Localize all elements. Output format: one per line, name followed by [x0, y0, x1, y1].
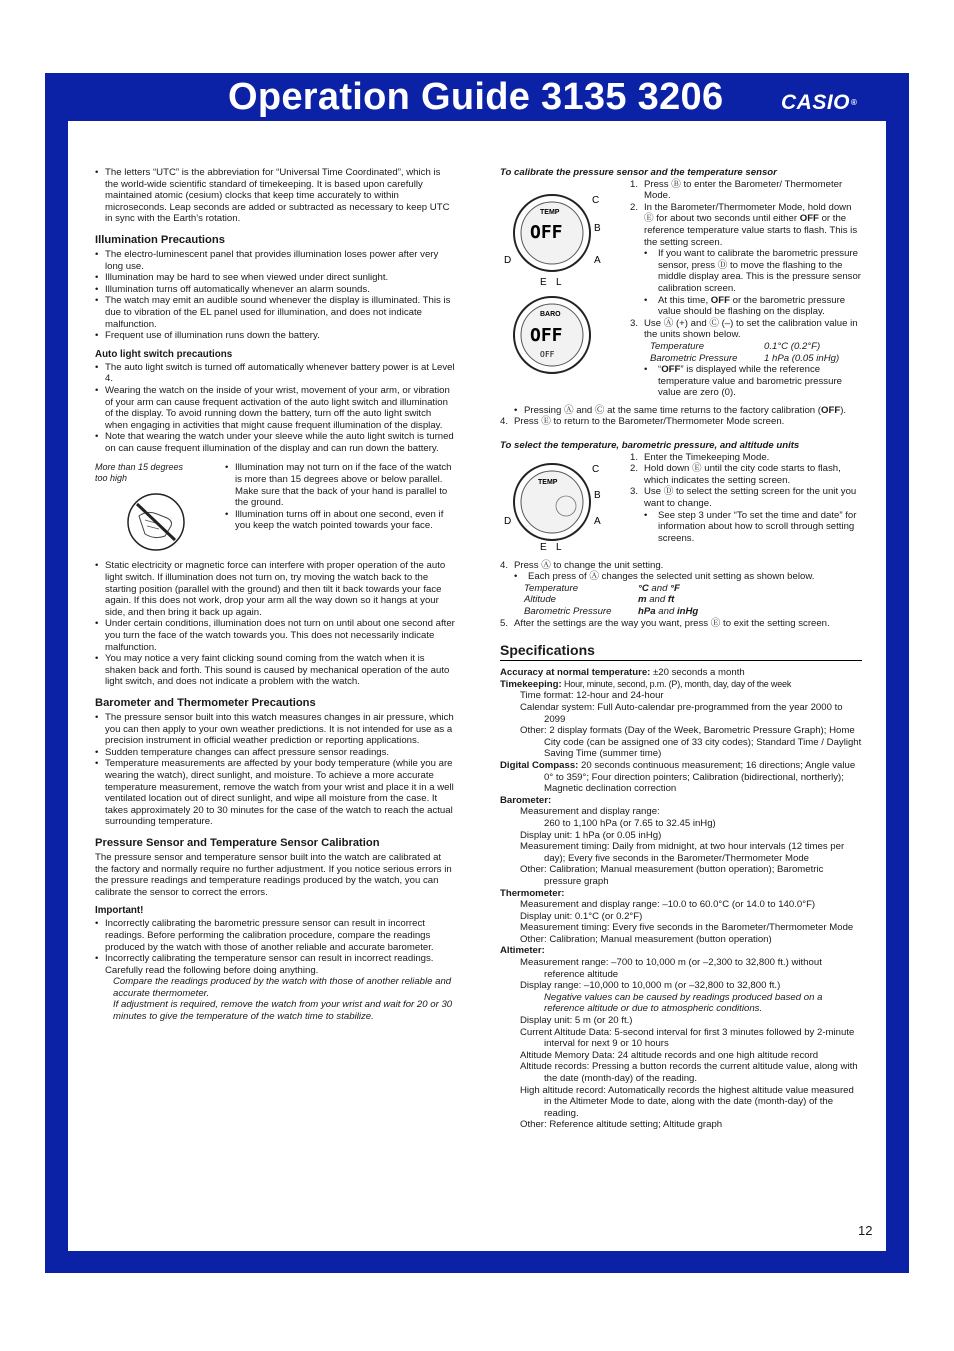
and-text: and: [646, 594, 668, 606]
step-text: Use Ⓓ to select the setting screen for the unit you want to change.: [644, 486, 857, 510]
spec-line: Altitude records: Pressing a button records the current altitude value, along with the date (month-day) of the reading.: [520, 1061, 858, 1084]
step-4: 4. Press Ⓐ to change the unit setting. • Each press of Ⓐ changes the selected unit setting as shown below. Temperature °C and °F Altitude m and ft Barometric Pressure hPa and inHg: [500, 560, 862, 618]
spec-line: Display unit: 1 hPa (or 0.05 inHg): [520, 829, 662, 841]
spec-compass: [500, 760, 862, 795]
list-item: • The watch may emit an audible sound whenever the display is illuminated. This is due to vibration of the EL panel used for illumination, and does not indicate malfunction.: [95, 295, 455, 330]
spec-line: Other: Calibration; Manual measurement (button operation): [520, 933, 772, 945]
unit-option: °C: [638, 582, 649, 594]
list-item: • See step 3 under “To set the time and date” for information about how to scroll through setting screens.: [644, 510, 862, 545]
step-4: 4. Press Ⓔ to return to the Barometer/Thermometer Mode screen.: [500, 416, 785, 428]
units-block: [500, 452, 862, 556]
list-item: [644, 295, 862, 318]
watch-temp-off-icon: [500, 183, 610, 291]
spec-timekeeping: [500, 679, 862, 691]
button-b-label: B: [594, 489, 601, 501]
spec-line: Display unit: 5 m (or 20 ft.): [520, 1015, 633, 1027]
calibration-heading: Pressure Sensor and Temperature Sensor Calibration: [95, 836, 380, 849]
page-title: Operation Guide 3135 3206: [228, 76, 724, 118]
button-d-label: D: [504, 515, 512, 527]
spec-thermometer: [500, 888, 862, 900]
watch-figures: [500, 179, 628, 399]
list-item: • Illumination may be hard to see when viewed under direct sunlight.: [95, 272, 455, 284]
unit-option: m: [638, 594, 647, 606]
list-item: • Under certain conditions, illumination does not turn on until about one second after you turn the face of the watch towards you. This does not necessarily indicate malfunction.: [95, 618, 455, 653]
unit-row: [524, 583, 862, 595]
spec-line: Current Altitude Data: 5-second interval for first 3 minutes followed by 2-minute interval for next 9 or 10 hours: [520, 1026, 855, 1050]
calibrate-block: [500, 179, 862, 399]
spec-label: Altimeter:: [500, 945, 545, 957]
pressing-list: [514, 405, 862, 417]
list-item: • Incorrectly calibrating the barometric pressure sensor can result in incorrect readings. Before performing the calibration procedure, compare the readings produced by the watch with those of another reliable and accurate barometer.: [95, 918, 455, 953]
spec-line: Measurement timing: Every five seconds in the Barometer/Thermometer Mode: [520, 922, 854, 934]
spec-line: Measurement timing: Daily from midnight, at two hour intervals (12 times per day); Every five seconds in the Barometer/Thermometer Mode: [520, 841, 845, 864]
casio-logo: [781, 92, 857, 114]
spec-line: Measurement range: –700 to 10,000 m (or –2,300 to 32,800 ft.) without reference altitude: [520, 957, 822, 980]
text: Pressing Ⓐ and Ⓒ at the same time returns to the factory calibration (: [524, 404, 822, 416]
list-item: [514, 405, 862, 417]
important-note-1: Compare the readings produced by the watch with those of another reliable and accurate thermometer.: [113, 976, 452, 999]
step-3-bullets: [644, 364, 862, 399]
step-2: 2. Hold down Ⓔ until the city code starts to flash, which indicates the setting screen.: [630, 463, 841, 486]
specifications-heading: Specifications: [500, 641, 862, 661]
page-number: 12: [858, 1223, 873, 1238]
list-item: • The auto light switch is turned off automatically whenever battery power is at Level 4.: [95, 362, 455, 385]
off-label: OFF: [530, 324, 563, 346]
unit-option: ft: [667, 594, 675, 606]
step-3: 3. Use Ⓓ to select the setting screen for the unit you want to change. • See step 3 under “To set the time and date” for information about how to scroll through setting screens.: [630, 486, 862, 544]
figure-caption: More than 15 degrees too high: [95, 462, 184, 484]
unit-key: Barometric Pressure: [524, 606, 612, 618]
units-heading: To select the temperature, barometric pressure, and altitude units: [500, 440, 800, 452]
illumination-list: [95, 249, 455, 342]
text: ” is displayed while the reference temperature value and barometric pressure value are zero (0).: [658, 364, 842, 399]
and-text: and: [648, 582, 671, 594]
list-item: • Frequent use of illumination runs down the battery.: [95, 330, 455, 342]
step-3-bullets: [644, 510, 862, 545]
calibrate-heading: To calibrate the pressure sensor and the temperature sensor: [500, 167, 777, 178]
step-1: 1. Press Ⓑ to enter the Barometer/ Thermometer Mode.: [630, 178, 843, 202]
button-a-label: A: [594, 254, 601, 266]
step-2: 2. In the Barometer/Thermometer Mode, hold down Ⓔ for about two seconds until either OFF or the reference temperature value starts to flash. This is the setting screen. • If you want to calibrate the barometric pressure sensor, press Ⓓ to move the flashing to the middle display area. This is the pressure sensor calibration screen. • At this time, OFF or the barometric pressure value should be flashing on the display.: [630, 202, 862, 318]
spec-accuracy: [500, 667, 862, 679]
spec-line: Other: Calibration; Manual measurement (button operation); Barometric pressure graph: [520, 864, 824, 887]
spec-line: Altitude Memory Data: 24 altitude records and one high altitude record: [520, 1049, 819, 1061]
list-item: • The pressure sensor built into this watch measures changes in air pressure, which you can then apply to your own weather predictions. It is not intended for use as a precision instrument in official weather prediction or reporting applications.: [95, 712, 455, 747]
step-text: Press Ⓑ to enter the Barometer/ Thermometer Mode.: [644, 178, 843, 202]
utc-note-list: [95, 167, 455, 225]
list-item: • You may notice a very faint clicking sound coming from the watch when it is shaken back and forth. This sound is caused by mechanical operation of the auto light switch, and does not indicate a problem with the watch.: [95, 653, 455, 688]
barometer-heading: Barometer and Thermometer Precautions: [95, 697, 316, 709]
spec-line: Time format: 12-hour and 24-hour: [520, 690, 664, 702]
step-3: 3. Use Ⓐ (+) and Ⓒ (–) to set the calibration value in the units shown below. Temperature 0.1°C (0.2°F) Barometric Pressure 1 hPa (0.05 inHg) • “OFF” is displayed while the reference temperature value and barometric pressure value are zero (0).: [630, 318, 862, 399]
button-l-label: L: [556, 541, 562, 553]
off-bold: OFF: [710, 294, 730, 306]
text: “: [658, 364, 662, 376]
button-c-label: C: [592, 194, 600, 206]
step-text: Press Ⓐ to change the unit setting.: [514, 559, 664, 571]
step-5: 5. After the settings are the way you want, press Ⓔ to exit the setting screen.: [500, 617, 830, 629]
illumination-heading: Illumination Precautions: [95, 233, 225, 246]
button-c-label: C: [592, 463, 600, 475]
spec-value: ±20 seconds a month: [650, 667, 745, 679]
tilt-list: [225, 462, 455, 532]
baro-label: BARO: [540, 310, 561, 318]
off-bold: OFF: [799, 213, 819, 225]
list-item: • The electro-luminescent panel that provides illumination loses power after very long use.: [95, 249, 455, 272]
unit-key: Temperature: [524, 582, 579, 594]
list-item: • Sudden temperature changes can affect pressure sensor readings.: [95, 747, 455, 759]
and-text: and: [655, 606, 677, 618]
spec-line: High altitude record: Automatically records the highest altitude value measured in the Altimeter Mode to date, along with the date (month-day) of the reading.: [520, 1084, 854, 1119]
list-item: • Illumination turns off automatically whenever an alarm sounds.: [95, 284, 455, 296]
step-text: In the Barometer/Thermometer Mode, hold down Ⓔ for about two seconds until either: [644, 201, 852, 225]
unit-value: 1 hPa (0.05 inHg): [764, 352, 840, 364]
button-e-label: E: [540, 541, 547, 553]
spec-line: Other: Reference altitude setting; Altitude graph: [520, 1119, 723, 1131]
spec-line: Display range: –10,000 to 10,000 m (or –32,800 to 32,800 ft.): [520, 980, 781, 992]
step-text: Hold down Ⓔ until the city code starts to flash, which indicates the setting screen.: [644, 463, 841, 486]
registered-mark: ®: [851, 98, 858, 107]
temp-label: TEMP: [538, 478, 558, 486]
unit-row: [524, 594, 862, 606]
spec-altimeter: [500, 945, 862, 957]
important-heading: Important!: [95, 905, 144, 917]
button-e-label: E: [540, 276, 547, 288]
utc-note: • The letters “UTC” is the abbreviation for “Universal Time Coordinated”, which is the world-wide scientific standard of timekeeping. It is based upon carefully maintained atomic (cesium) clocks that keep time accurately to within microseconds. Leap seconds are added or subtracted as necessary to keep UTC in sync with the Earth’s rotation.: [95, 167, 455, 225]
unit-row: [650, 353, 862, 365]
tilt-figure-block: [95, 462, 455, 554]
watch-timekeeping-icon: [500, 454, 610, 556]
spec-line: Measurement and display range: –10.0 to 60.0°C (or 14.0 to 140.0°F): [520, 899, 816, 911]
auto-light-list: [95, 362, 455, 455]
list-item: [644, 364, 862, 399]
unit-option: hPa: [638, 606, 656, 618]
step-text: After the settings are the way you want, press Ⓔ to exit the setting screen.: [514, 617, 830, 629]
calibrate-steps: [630, 179, 862, 399]
step-2-bullets: [644, 248, 862, 318]
unit-key: Temperature: [650, 340, 705, 352]
spec-barometer: [500, 795, 862, 807]
spec-line: Measurement and display range:: [520, 806, 660, 818]
specifications: [500, 667, 862, 1131]
button-l-label: L: [556, 276, 562, 288]
tilt-figure: [95, 462, 221, 554]
off-bold: OFF: [821, 404, 841, 416]
off-label: OFF: [530, 221, 563, 243]
unit-option: °F: [670, 582, 680, 594]
list-item: • Incorrectly calibrating the temperature sensor can result in incorrect readings. Carefully read the following before doing anything.: [95, 953, 455, 976]
important-note-2: If adjustment is required, remove the watch from your wrist and wait for 20 or 30 minutes to give the temperature of the watch time to stabilize.: [113, 999, 453, 1023]
spec-line: Display unit: 0.1°C (or 0.2°F): [520, 910, 643, 922]
spec-value: Hour, minute, second, p.m. (P), month, day, day of the week: [561, 678, 792, 689]
spec-line: 260 to 1,100 hPa (or 7.65 to 32.45 inHg): [544, 817, 716, 829]
important-list: [95, 918, 455, 976]
spec-value: 20 seconds continuous measurement; 16 directions; Angle value 0° to 359°; Four direction pointers; Calibration (bidirectional, northerly); Magnetic declination correction: [544, 759, 856, 795]
unit-key: Altitude: [524, 594, 556, 606]
text: or the barometric pressure value should be flashing on the display.: [658, 294, 846, 318]
off-small-label: OFF: [540, 349, 555, 359]
spec-label: Timekeeping:: [500, 678, 562, 690]
barometer-list: [95, 712, 455, 828]
auto-light-heading: Auto light switch precautions: [95, 348, 233, 360]
button-a-label: A: [594, 515, 601, 527]
spec-label: Thermometer:: [500, 887, 565, 899]
right-column: [500, 167, 862, 1131]
text: At this time,: [658, 294, 711, 306]
calibration-text: The pressure sensor and temperature sensor built into the watch are calibrated at the factory and normally require no further adjustment. If you notice serious errors in the pressure readings and temperature readings produced by the watch, you can calibrate the sensor to correct the errors.: [95, 851, 452, 898]
off-bold: OFF: [661, 364, 681, 376]
step-text: or the reference temperature value starts to flash. This is the setting screen.: [644, 213, 858, 248]
logo-text: CASIO: [781, 91, 851, 114]
static-list: [95, 560, 455, 688]
step-1: 1. Enter the Timekeeping Mode.: [630, 451, 770, 463]
spec-note: Negative values can be caused by readings produced based on a reference altitude or due to atmospheric conditions.: [544, 991, 823, 1015]
unit-key: Barometric Pressure: [650, 352, 738, 364]
list-item: • Illumination may not turn on if the face of the watch is more than 15 degrees above or below parallel. Make sure that the back of your hand is parallel to the ground.: [225, 462, 455, 508]
watch-baro-off-icon: [500, 291, 610, 381]
step-text: Use Ⓐ (+) and Ⓒ (–) to set the calibration value in the units shown below.: [644, 317, 858, 341]
prohibited-hand-icon: [123, 490, 193, 554]
list-item: • If you want to calibrate the barometric pressure sensor, press Ⓓ to move the flashing to the middle display area. This is the pressure sensor calibration screen.: [644, 248, 862, 294]
unit-row: [650, 341, 862, 353]
step-4-bullets: [514, 571, 862, 583]
list-item: • Note that wearing the watch under your sleeve while the auto light switch is turned on can cause frequent illumination of the display and can run down the battery.: [95, 431, 455, 454]
temp-label: TEMP: [540, 208, 560, 216]
button-d-label: D: [504, 254, 512, 266]
unit-option: inHg: [676, 606, 699, 618]
spec-label: Accuracy at normal temperature:: [500, 667, 651, 679]
step-text: Enter the Timekeeping Mode.: [644, 451, 770, 463]
list-item: • Static electricity or magnetic force can interfere with proper operation of the auto light switch. If illumination does not turn on, try moving the watch back to the starting position (parallel with the ground) and then tilt it back towards your face again. If this does not work, drop your arm all the way down so it hangs at your side, and then bring it back up again.: [95, 560, 455, 618]
units-steps: [630, 452, 862, 545]
watch-figure: [500, 452, 628, 556]
step-text: Press Ⓔ to return to the Barometer/Thermometer Mode screen.: [514, 416, 785, 428]
list-item: • Each press of Ⓐ changes the selected unit setting as shown below.: [514, 571, 862, 583]
spec-line: Calendar system: Full Auto-calendar pre-programmed from the year 2000 to 2099: [520, 702, 843, 725]
text: ).: [840, 404, 847, 416]
unit-row: [524, 606, 862, 618]
units-steps-cont: [500, 560, 862, 630]
unit-value: 0.1°C (0.2°F): [764, 340, 821, 352]
button-b-label: B: [594, 222, 601, 234]
spec-label: Barometer:: [500, 794, 552, 806]
spec-line: Other: 2 display formats (Day of the Week, Barometric Pressure Graph); Home City code (can be assigned one of 33 city codes); Standard Time / Daylight Saving Time (summer time): [520, 725, 862, 760]
list-item: • Illumination turns off in about one second, even if you keep the watch pointed towards your face.: [225, 509, 455, 532]
spec-label: Digital Compass:: [500, 759, 579, 771]
calibrate-step-4: [500, 416, 862, 428]
list-item: • Temperature measurements are affected by your body temperature (while you are wearing the watch), direct sunlight, and moisture. To achieve a more accurate temperature measurement, remove the watch from your wrist and place it in a well ventilated location out of direct sunlight, and wipe all moisture from the case. It takes approximately 20 to 30 minutes for the case of the watch to reach the actual surrounding temperature.: [95, 758, 455, 828]
list-item: • Wearing the watch on the inside of your wrist, movement of your arm, or vibration of your arm can cause frequent activation of the auto light switch and illumination of the display. To avoid running down the battery, turn off the auto light switch when engaging in activities that might cause frequent illumination of the display.: [95, 385, 455, 431]
left-column: [95, 167, 455, 1023]
